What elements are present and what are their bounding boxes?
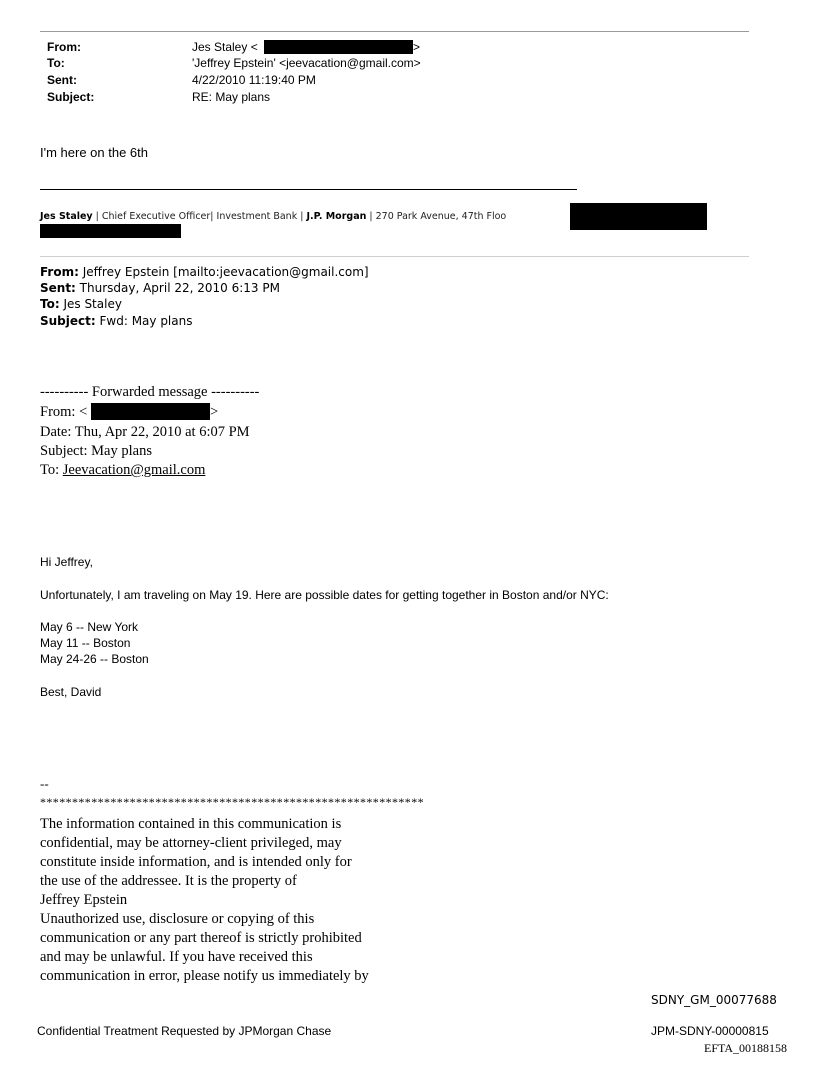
- quoted-subject-value: Fwd: May plans: [95, 314, 193, 328]
- redaction-box: [264, 40, 413, 54]
- reply-body: I'm here on the 6th: [40, 145, 148, 160]
- redaction-box: [570, 203, 707, 230]
- subject-value: RE: May plans: [192, 90, 271, 104]
- quoted-from-label: From:: [40, 265, 79, 279]
- quoted-header-rule: [40, 256, 749, 257]
- from-label: From:: [47, 40, 81, 54]
- subject-label: Subject:: [47, 90, 95, 104]
- forwarded-banner: ---------- Forwarded message ----------: [40, 384, 260, 400]
- redaction-box: [40, 224, 181, 238]
- message-paragraph: Unfortunately, I am traveling on May 19. Here are possible dates for getting together in Boston and/or NYC:: [40, 588, 609, 602]
- quoted-to: [40, 296, 122, 312]
- quoted-sent: [40, 280, 280, 296]
- forwarded-to: [40, 461, 205, 481]
- efta-number: EFTA_00188158: [704, 1041, 788, 1055]
- forwarded-from-prefix: From: <: [40, 404, 88, 420]
- disclaimer-stars: ************************************************************: [40, 795, 424, 809]
- disclaimer-line: constitute inside information, and is intended only for: [40, 854, 352, 870]
- disclaimer-line: The information contained in this communication is: [40, 816, 342, 832]
- message-greeting: Hi Jeffrey,: [40, 555, 93, 569]
- quoted-to-value: Jes Staley: [59, 297, 122, 311]
- forwarded-from-close: >: [210, 404, 219, 420]
- quoted-sent-value: Thursday, April 22, 2010 6:13 PM: [75, 281, 280, 295]
- disclaimer-dashes: --: [40, 776, 49, 791]
- signature-address: | 270 Park Avenue, 47th Floo: [366, 211, 507, 222]
- signature-title: | Chief Executive Officer| Investment Bank |: [92, 211, 307, 222]
- quoted-subject-label: Subject:: [40, 314, 96, 328]
- disclaimer-line: communication in error, please notify us immediately by: [40, 968, 369, 984]
- list-item: May 6 -- New York: [40, 620, 139, 634]
- disclaimer-line: Unauthorized use, disclosure or copying of this: [40, 911, 315, 927]
- quoted-from-value: Jeffrey Epstein [mailto:jeevacation@gmail.com]: [78, 265, 369, 279]
- signature-rule: [40, 189, 577, 190]
- disclaimer-line: and may be unlawful. If you have received this: [40, 949, 313, 965]
- from-close: >: [413, 40, 421, 54]
- quoted-to-label: To:: [40, 297, 60, 311]
- list-item: May 11 -- Boston: [40, 636, 131, 650]
- quoted-from: [40, 264, 369, 280]
- from-value: Jes Staley <: [192, 40, 258, 54]
- confidential-notice: Confidential Treatment Requested by JPMorgan Chase: [37, 1024, 332, 1038]
- quoted-subject: [40, 313, 192, 329]
- bates-jpm: JPM-SDNY-00000815: [651, 1024, 769, 1038]
- forwarded-date: Date: Thu, Apr 22, 2010 at 6:07 PM: [40, 424, 250, 440]
- disclaimer-line: the use of the addressee. It is the property of: [40, 873, 297, 889]
- signature: [40, 211, 506, 222]
- list-item: May 24-26 -- Boston: [40, 652, 149, 666]
- top-rule: [40, 31, 749, 32]
- forwarded-to-prefix: To:: [40, 462, 63, 478]
- signature-company: J.P. Morgan: [306, 211, 367, 222]
- forwarded-to-link[interactable]: Jeevacation@gmail.com: [62, 462, 206, 478]
- disclaimer-line: communication or any part thereof is strictly prohibited: [40, 930, 362, 946]
- quoted-sent-label: Sent:: [40, 281, 76, 295]
- disclaimer-line: Jeffrey Epstein: [40, 892, 128, 908]
- message-closing: Best, David: [40, 685, 102, 699]
- forwarded-subject: Subject: May plans: [40, 443, 152, 459]
- sent-label: Sent:: [47, 73, 77, 87]
- signature-name: Jes Staley: [40, 211, 93, 222]
- to-label: To:: [47, 56, 65, 70]
- to-value: 'Jeffrey Epstein' <jeevacation@gmail.com>: [192, 56, 421, 70]
- sent-value: 4/22/2010 11:19:40 PM: [192, 73, 316, 87]
- bates-sdny: SDNY_GM_00077688: [651, 993, 777, 1007]
- redaction-box: [91, 403, 210, 420]
- disclaimer-line: confidential, may be attorney-client privileged, may: [40, 835, 342, 851]
